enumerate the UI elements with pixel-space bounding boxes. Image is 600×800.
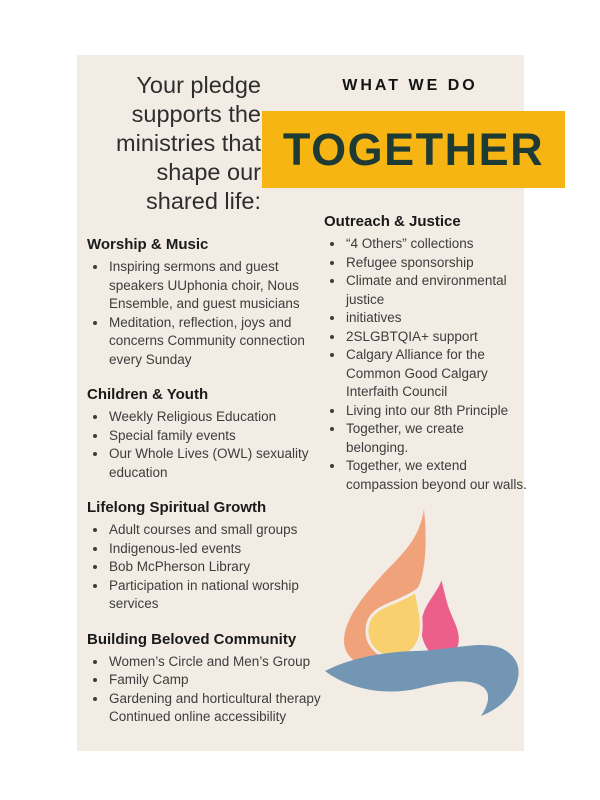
bullet-item: • Bob McPherson Library <box>108 558 321 577</box>
content-panel <box>77 55 545 751</box>
bullet-item: • Our Whole Lives (OWL) sexuality education <box>108 445 321 482</box>
right-column <box>324 211 528 509</box>
section-title: Lifelong Spiritual Growth <box>87 499 267 516</box>
bullet-item: • Refugee sponsorship <box>345 254 528 273</box>
bullet-item: • Gardening and horticultural therapy Continued online accessibility <box>108 690 321 727</box>
bullet-item: • “4 Others” collections <box>345 235 528 254</box>
intro-text: Your pledge supports the ministries that shape our shared life: <box>116 72 261 214</box>
bullet-item: • Weekly Religious Education <box>108 408 321 427</box>
kicker-what-we-do: WHAT WE DO <box>342 77 478 94</box>
banner-title: TOGETHER <box>282 123 545 175</box>
ministry-section <box>87 234 321 369</box>
bullet-item: • Climate and environmental justice <box>345 272 528 309</box>
section-list <box>87 653 321 727</box>
section-title: Children & Youth <box>87 386 209 403</box>
bullet-item: • 2SLGBTQIA+ support <box>345 328 528 347</box>
bullet-item: • Calgary Alliance for the Common Good Calgary Interfaith Council <box>345 346 528 402</box>
bullet-item: • Adult courses and small groups <box>108 521 321 540</box>
section-title: Outreach & Justice <box>324 213 461 230</box>
bullet-item: • Meditation, reflection, joys and concerns Community connection every Sunday <box>108 314 321 370</box>
ministry-section <box>87 384 321 482</box>
section-list <box>87 408 321 482</box>
section-list <box>87 521 321 614</box>
section-list <box>324 235 528 494</box>
bullet-item: • Women’s Circle and Men’s Group <box>108 653 321 672</box>
bullet-item: • Inspiring sermons and guest speakers UUphonia choir, Nous Ensemble, and guest musicians <box>108 258 321 314</box>
together-banner <box>262 111 565 188</box>
section-title: Worship & Music <box>87 236 209 253</box>
flame-pink-icon <box>419 575 460 660</box>
bullet-item: • Living into our 8th Principle <box>345 402 528 421</box>
bullet-item: • Together, we create belonging. <box>345 420 528 457</box>
bullet-item: • Together, we extend compassion beyond our walls. <box>345 457 528 494</box>
section-list <box>87 258 321 369</box>
bullet-item: • initiatives <box>345 309 528 328</box>
bullet-item: • Indigenous-led events <box>108 540 321 559</box>
bullet-item: • Family Camp <box>108 671 321 690</box>
bullet-item: • Special family events <box>108 427 321 446</box>
ministry-section <box>87 497 321 614</box>
chalice-flame-logo <box>319 501 541 741</box>
ministry-section <box>324 211 528 494</box>
section-title: Building Beloved Community <box>87 630 297 648</box>
left-column <box>87 234 321 742</box>
bullet-item: • Participation in national worship services <box>108 577 321 614</box>
ministry-section <box>87 629 321 727</box>
